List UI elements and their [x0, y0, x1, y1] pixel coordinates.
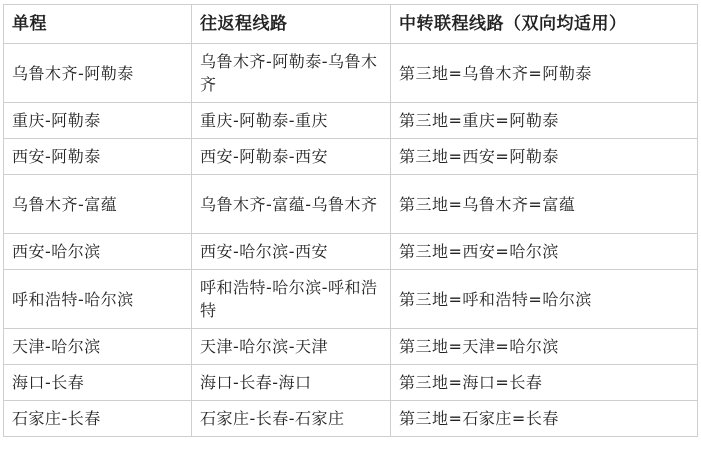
cell-one-way: 西安-阿勒泰	[4, 139, 192, 175]
cell-one-way: 天津-哈尔滨	[4, 329, 192, 365]
cell-one-way: 乌鲁木齐-阿勒泰	[4, 44, 192, 103]
table-row	[4, 365, 698, 401]
cell-round-trip: 重庆-阿勒泰-重庆	[192, 103, 391, 139]
cell-round-trip: 呼和浩特-哈尔滨-呼和浩特	[192, 270, 391, 329]
cell-transfer: 第三地=呼和浩特=哈尔滨	[391, 270, 698, 329]
cell-round-trip: 乌鲁木齐-富蕴-乌鲁木齐	[192, 175, 391, 234]
header-one-way: 单程	[4, 5, 192, 44]
header-transfer: 中转联程线路（双向均适用）	[391, 5, 698, 44]
cell-transfer: 第三地=西安=哈尔滨	[391, 234, 698, 270]
table-row	[4, 329, 698, 365]
cell-one-way: 重庆-阿勒泰	[4, 103, 192, 139]
cell-transfer: 第三地=西安=阿勒泰	[391, 139, 698, 175]
table-row	[4, 270, 698, 329]
cell-transfer: 第三地=石家庄=长春	[391, 401, 698, 437]
cell-transfer: 第三地=乌鲁木齐=富蕴	[391, 175, 698, 234]
table-row	[4, 401, 698, 437]
table-header	[4, 5, 698, 44]
cell-one-way: 海口-长春	[4, 365, 192, 401]
table-row	[4, 103, 698, 139]
cell-transfer: 第三地=乌鲁木齐=阿勒泰	[391, 44, 698, 103]
cell-transfer: 第三地=重庆=阿勒泰	[391, 103, 698, 139]
table-body	[4, 44, 698, 437]
table-row	[4, 44, 698, 103]
cell-transfer: 第三地=天津=哈尔滨	[391, 329, 698, 365]
cell-round-trip: 海口-长春-海口	[192, 365, 391, 401]
table-row	[4, 139, 698, 175]
table-row	[4, 175, 698, 234]
cell-one-way: 石家庄-长春	[4, 401, 192, 437]
route-table	[3, 4, 698, 437]
cell-round-trip: 西安-阿勒泰-西安	[192, 139, 391, 175]
cell-one-way: 乌鲁木齐-富蕴	[4, 175, 192, 234]
cell-round-trip: 天津-哈尔滨-天津	[192, 329, 391, 365]
cell-round-trip: 乌鲁木齐-阿勒泰-乌鲁木齐	[192, 44, 391, 103]
cell-one-way: 呼和浩特-哈尔滨	[4, 270, 192, 329]
header-row	[4, 5, 698, 44]
table-row	[4, 234, 698, 270]
cell-transfer: 第三地=海口=长春	[391, 365, 698, 401]
cell-round-trip: 西安-哈尔滨-西安	[192, 234, 391, 270]
header-round-trip: 往返程线路	[192, 5, 391, 44]
cell-round-trip: 石家庄-长春-石家庄	[192, 401, 391, 437]
cell-one-way: 西安-哈尔滨	[4, 234, 192, 270]
